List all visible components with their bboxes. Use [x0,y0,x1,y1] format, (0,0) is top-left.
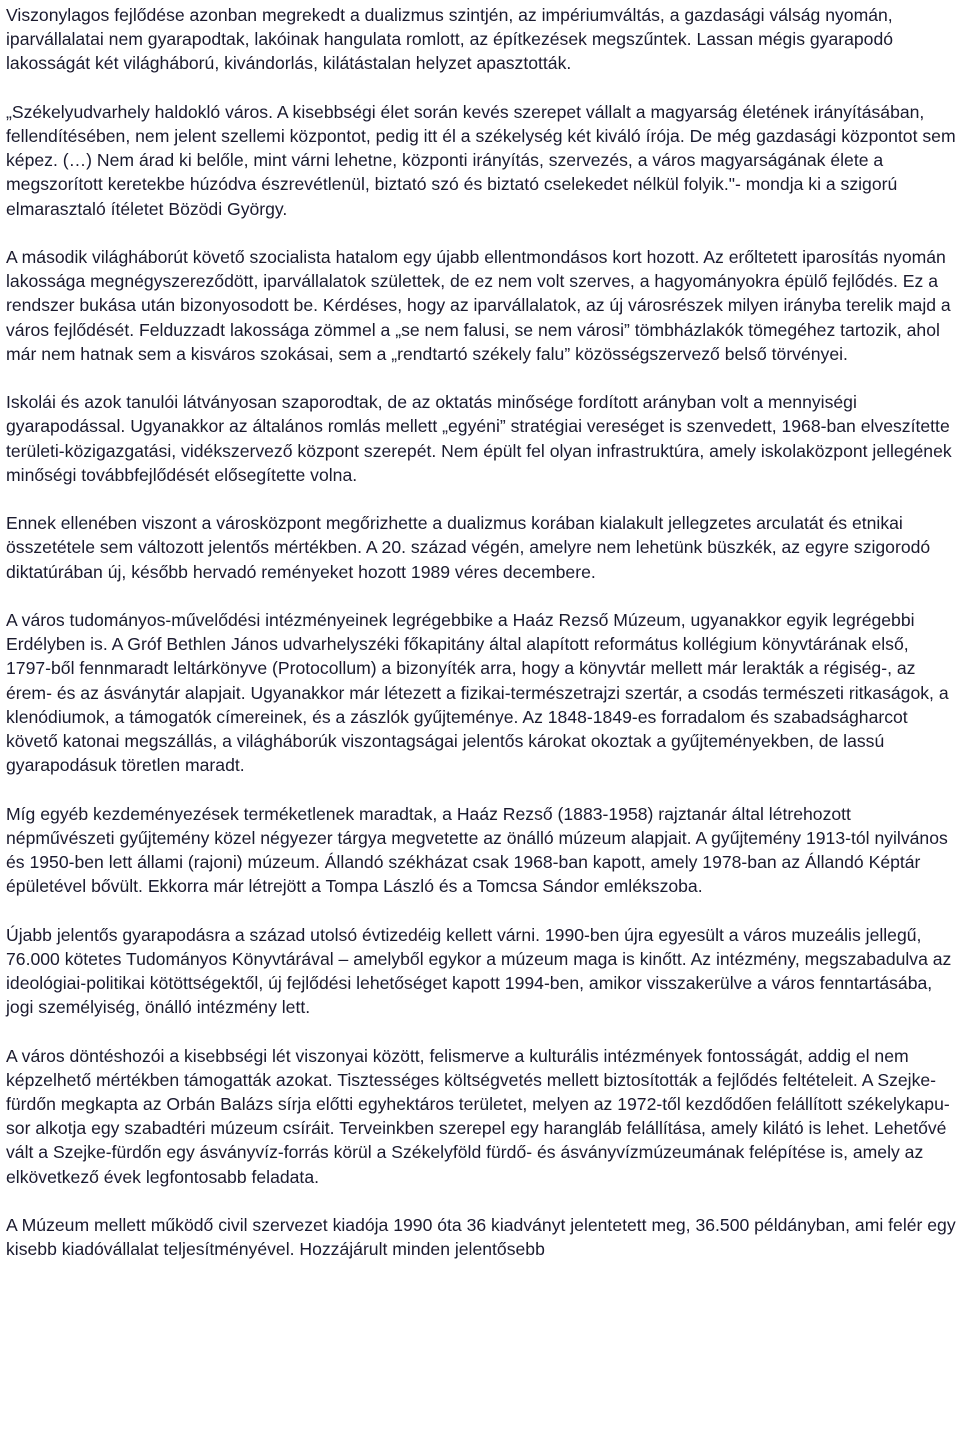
paragraph-1: Viszonylagos fejlődése azonban megrekedt a dualizmus szintjén, az impériumváltás, a gazdasági válság nyomán, iparvállalatai nem gyarapodtak, lakóinak hangulata romlott, az építkezések megszűntek. Lassan mégis gyarapodó lakosságát két világháború, kivándorlás, kilátástalan helyzet apasztották. [6,5,894,74]
paragraph-10: A Múzeum mellett működő civil szervezet kiadója 1990 óta 36 kiadványt jelentetett meg, 36.500 példányban, ami felér egy kisebb kiadóvállalat teljesítményével. Hozzájárult minden jelentősebb [6,1215,956,1260]
document-body [6,3,956,1286]
paragraph-8: Újabb jelentős gyarapodásra a század utolsó évtizedéig kellett várni. 1990-ben újra egyesült a város muzeális jellegű, 76.000 kötetes Tudományos Könyvtárával – amelyből egykor a múzeum maga is kinőtt. Az intézmény, megszabadulva az ideológiai-politikai kötöttségektől, új fejlődési lehetőséget kapott 1994-ben, amikor visszakerülve a város fenntartásába, jogi személyiség, önálló intézmény lett. [6,924,952,1018]
paragraph-5: Ennek ellenében viszont a városközpont megőrizhette a dualizmus korában kialakult jellegzetes arculatát és etnikai összetétele sem változott jelentős mértékben. A 20. század végén, amelyre nem lehetünk büszkék, az egyre szigorodó diktatúrában új, később hervadó reményeket hozott 1989 véres decembere. [6,513,931,582]
paragraph-9: A város döntéshozói a kisebbségi lét viszonyai között, felismerve a kulturális intézmények fontosságát, addig el nem képzelhető mértékben támogatták azokat. Tisztességes költségvetés mellett biztosították a fejlődés feltételeit. A Szejke-fürdőn megkapta az Orbán Balázs sírja előtti egyhektáros területet, melyen az 1972-től kezdődően felállított székelykapu-sor alkotja egy szabadtéri múzeum csíráit. Terveinkben szerepel egy harangláb felállítása, amely kilátó is lehet. Lehetővé vált a Szejke-fürdőn egy ásványvíz-forrás körül a Székelyföld fürdő- és ásványvízmúzeumának felépítése is, amely az elkövetkező évek legfontosabb feladata. [6,1045,950,1187]
paragraph-3: A második világháborút követő szocialista hatalom egy újabb ellentmondásos kort hozott. Az erőltetett iparosítás nyomán lakossága megnégyszereződött, iparvállalatok születtek, de ez nem volt szerves, a hagyományokra épülő fejlődés. Ez a rendszer bukása után bizonyosodott be. Kérdéses, hogy az iparvállalatok, az új városrészek milyen irányba terelik majd a város fejlődését. Felduzzadt lakossága zömmel a „se nem falusi, se nem városi” tömbházlakók tömegéhez tartozik, ahol már nem hatnak sem a kisváros szokásai, sem a „rendtartó székely falu” közösségszervező belső törvényei. [6,247,951,364]
paragraph-7: Míg egyéb kezdeményezések terméketlenek maradtak, a Haáz Rezső (1883-1958) rajztanár által létrehozott népművészeti gyűjtemény közel négyezer tárgya megvetette az önálló múzeum alapjait. A gyűjtemény 1913-tól nyilvános és 1950-ben lett állami (rajoni) múzeum. Állandó székházat csak 1968-ban kapott, amely 1978-ban az Állandó Képtár épületével bővült. Ekkorra már létrejött a Tompa László és a Tomcsa Sándor emlékszoba. [6,803,948,897]
paragraph-6: A város tudományos-művelődési intézményeinek legrégebbike a Haáz Rezső Múzeum, ugyanakkor egyik legrégebbi Erdélyben is. A Gróf Bethlen János udvarhelyszéki főkapitány által alapított református kollégium könyvtárának első, 1797-ből fennmaradt leltárkönyve (Protocollum) a bizonyíték arra, hogy a könyvtár mellett már lerakták a régiség-, az érem- és az ásványtár alapjait. Ugyanakkor már létezett a fizikai-természetrajzi szertár, a csodás természeti ritkaságok, a klenódiumok, a támogatók címereinek, és a zászlók gyűjteménye. Az 1848-1849-es forradalom és szabadságharcot követő katonai megszállás, a világháborúk viszontagságai jelentős károkat okoztak a gyűjteményekben, de lassú gyarapodásuk töretlen maradt. [6,610,949,776]
paragraph-2-quote: „Székelyudvarhely haldokló város. A kisebbségi élet során kevés szerepet vállalt a magyarság életének irányításában, fellendítésében, nem jelent szellemi központot, pedig itt él a székelység két kiváló írója. De még gazdasági központot sem képez. (…) Nem árad ki belőle, mint várni lehetne, központi irányítás, szervezés, a város magyarságának élete a megszorított keretekbe húzódva észrevétlenül, biztató szó és biztató cselekedet nélkül folyik."- mondja ki a szigorú elmarasztaló ítéletet Bözödi György. [6,101,956,219]
paragraph-4: Iskolái és azok tanulói látványosan szaporodtak, de az oktatás minősége fordított arányban volt a mennyiségi gyarapodással. Ugyanakkor az általános romlás mellett „egyéni” stratégiai vereséget is szenvedett, 1968-ban elveszítette területi-közigazgatási, vidékszervező központ szerepét. Nem épült fel olyan infrastruktúra, amely iskolaközpont jellegének minőségi továbbfejlődését elősegítette volna. [6,392,952,485]
